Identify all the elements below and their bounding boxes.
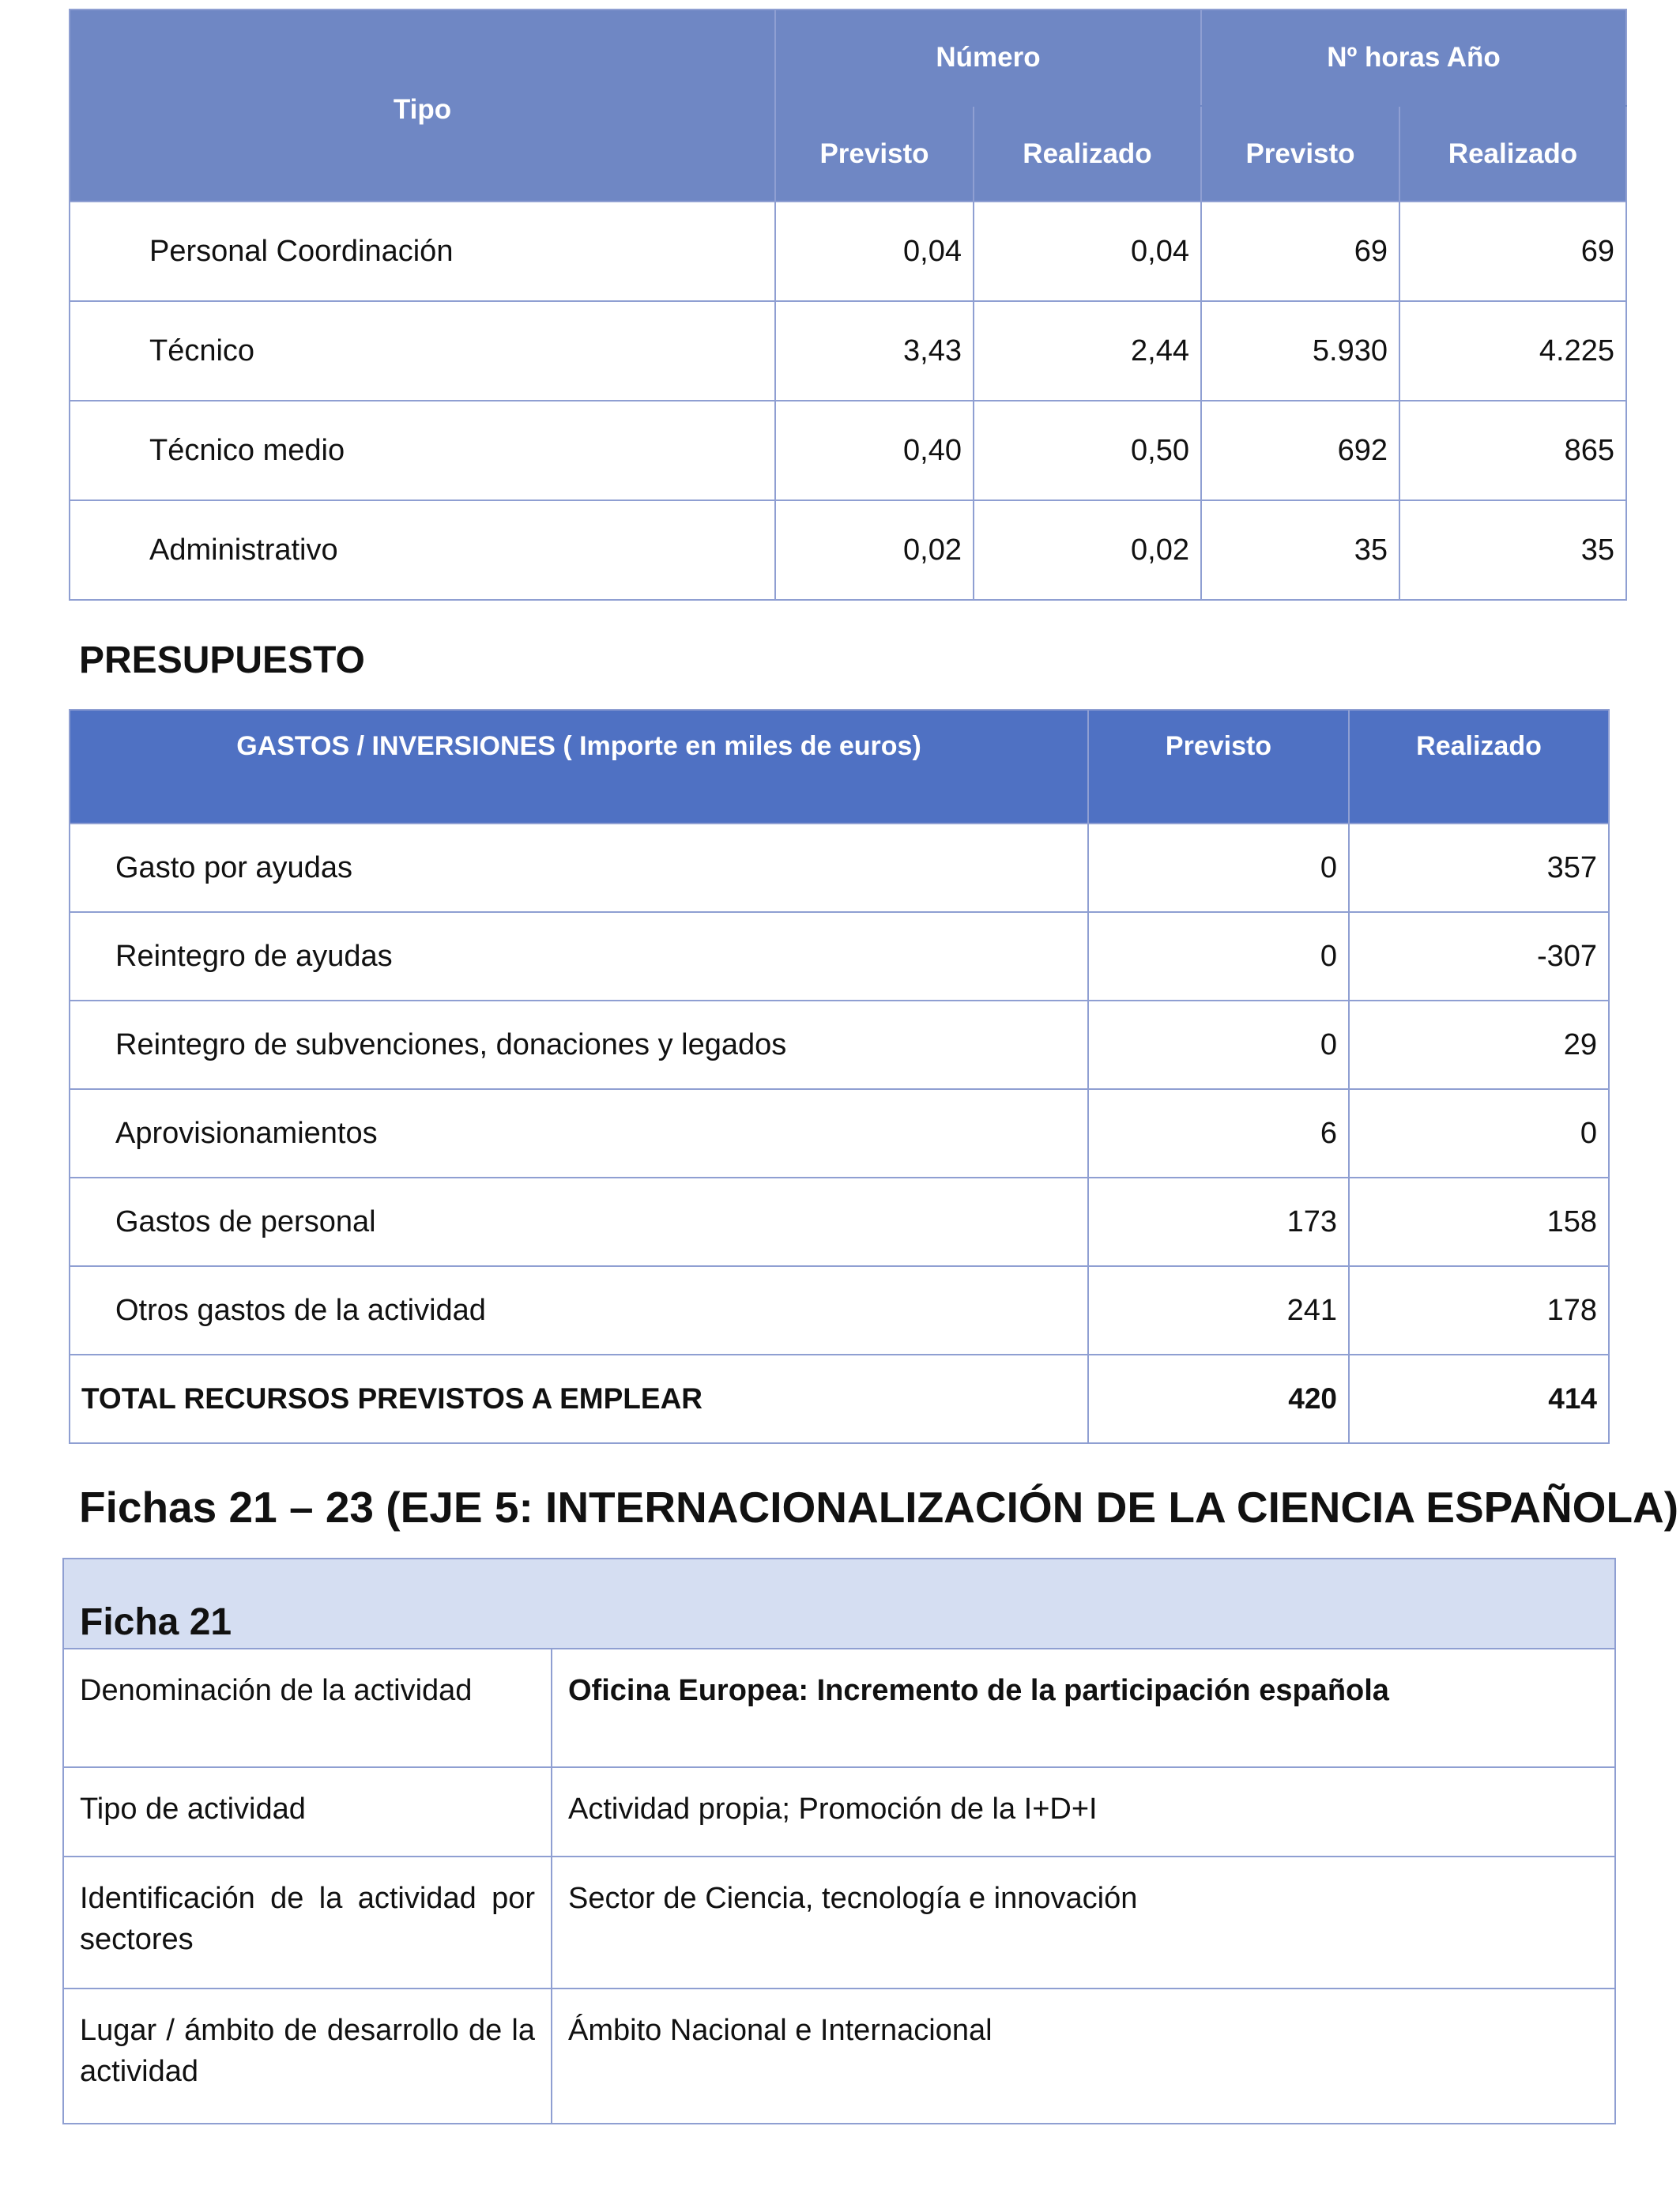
cell-concepto: Reintegro de subvenciones, donaciones y legados (70, 1001, 1088, 1089)
cell-concepto: Gasto por ayudas (70, 824, 1088, 912)
cell-horas-realizado: 4.225 (1399, 301, 1626, 401)
table-row (70, 1001, 1609, 1089)
col-header-horas-realizado: Realizado (1399, 106, 1626, 202)
cell-num-realizado: 0,02 (974, 500, 1201, 600)
cell-tipo: Técnico (70, 301, 775, 401)
cell-concepto: Gastos de personal (70, 1178, 1088, 1266)
table-row (63, 1989, 1615, 2124)
col-header-numero-previsto: Previsto (775, 106, 974, 202)
cell-realizado: 29 (1349, 1001, 1609, 1089)
cell-num-previsto: 0,04 (775, 202, 974, 301)
fichas-heading: Fichas 21 – 23 (EJE 5: INTERNACIONALIZACIÓN DE LA CIENCIA ESPAÑOLA) (79, 1483, 1679, 1532)
cell-previsto: 0 (1088, 912, 1349, 1001)
presupuesto-table (69, 709, 1610, 1444)
cell-horas-realizado: 69 (1399, 202, 1626, 301)
col-header-concepto: GASTOS / INVERSIONES ( Importe en miles de euros) (70, 710, 1088, 824)
table-row (70, 1266, 1609, 1355)
cell-horas-previsto: 35 (1201, 500, 1399, 600)
table-row (70, 301, 1626, 401)
col-header-horas-previsto: Previsto (1201, 106, 1399, 202)
ficha-key: Lugar / ámbito de desarrollo de la actividad (63, 1989, 552, 2124)
cell-num-realizado: 2,44 (974, 301, 1201, 401)
total-row (70, 1355, 1609, 1443)
ficha-key: Tipo de actividad (63, 1767, 552, 1857)
cell-tipo: Técnico medio (70, 401, 775, 500)
cell-num-previsto: 0,40 (775, 401, 974, 500)
table-row (70, 500, 1626, 600)
ficha-title: Ficha 21 (63, 1559, 1615, 1649)
table-row (70, 202, 1626, 301)
cell-realizado: -307 (1349, 912, 1609, 1001)
cell-tipo: Administrativo (70, 500, 775, 600)
cell-total-previsto: 420 (1088, 1355, 1349, 1443)
table-row (63, 1649, 1615, 1767)
table-row (70, 1178, 1609, 1266)
cell-previsto: 0 (1088, 824, 1349, 912)
ficha-title-row (63, 1559, 1615, 1649)
cell-total-label: TOTAL RECURSOS PREVISTOS A EMPLEAR (70, 1355, 1088, 1443)
cell-realizado: 158 (1349, 1178, 1609, 1266)
table-row (63, 1767, 1615, 1857)
cell-realizado: 0 (1349, 1089, 1609, 1178)
col-header-previsto: Previsto (1088, 710, 1349, 824)
cell-num-realizado: 0,04 (974, 202, 1201, 301)
table-row (70, 1089, 1609, 1178)
table-row (70, 401, 1626, 500)
cell-tipo: Personal Coordinación (70, 202, 775, 301)
cell-concepto: Otros gastos de la actividad (70, 1266, 1088, 1355)
cell-horas-previsto: 5.930 (1201, 301, 1399, 401)
presupuesto-header-row (70, 710, 1609, 824)
cell-horas-realizado: 35 (1399, 500, 1626, 600)
table-row (63, 1857, 1615, 1989)
ficha-value: Sector de Ciencia, tecnología e innovación (552, 1857, 1615, 1989)
cell-previsto: 173 (1088, 1178, 1349, 1266)
cell-previsto: 0 (1088, 1001, 1349, 1089)
cell-concepto: Reintegro de ayudas (70, 912, 1088, 1001)
cell-concepto: Aprovisionamientos (70, 1089, 1088, 1178)
cell-realizado: 178 (1349, 1266, 1609, 1355)
ficha-value: Oficina Europea: Incremento de la participación española (552, 1649, 1615, 1767)
col-header-numero-realizado: Realizado (974, 106, 1201, 202)
cell-num-previsto: 0,02 (775, 500, 974, 600)
cell-previsto: 241 (1088, 1266, 1349, 1355)
cell-realizado: 357 (1349, 824, 1609, 912)
col-group-numero: Número (775, 9, 1201, 106)
cell-horas-realizado: 865 (1399, 401, 1626, 500)
cell-horas-previsto: 692 (1201, 401, 1399, 500)
ficha-key: Denominación de la actividad (63, 1649, 552, 1767)
personal-header-row (70, 9, 1626, 106)
table-row (70, 824, 1609, 912)
ficha-table (62, 1558, 1616, 2124)
presupuesto-heading: PRESUPUESTO (79, 639, 365, 681)
col-header-tipo: Tipo (70, 9, 775, 202)
table-row (70, 912, 1609, 1001)
ficha-value: Actividad propia; Promoción de la I+D+I (552, 1767, 1615, 1857)
ficha-key: Identificación de la actividad por sectores (63, 1857, 552, 1989)
personal-table (69, 9, 1627, 601)
ficha-value: Ámbito Nacional e Internacional (552, 1989, 1615, 2124)
cell-total-realizado: 414 (1349, 1355, 1609, 1443)
cell-previsto: 6 (1088, 1089, 1349, 1178)
col-header-realizado: Realizado (1349, 710, 1609, 824)
cell-num-realizado: 0,50 (974, 401, 1201, 500)
col-group-horas: Nº horas Año (1201, 9, 1626, 106)
cell-num-previsto: 3,43 (775, 301, 974, 401)
cell-horas-previsto: 69 (1201, 202, 1399, 301)
